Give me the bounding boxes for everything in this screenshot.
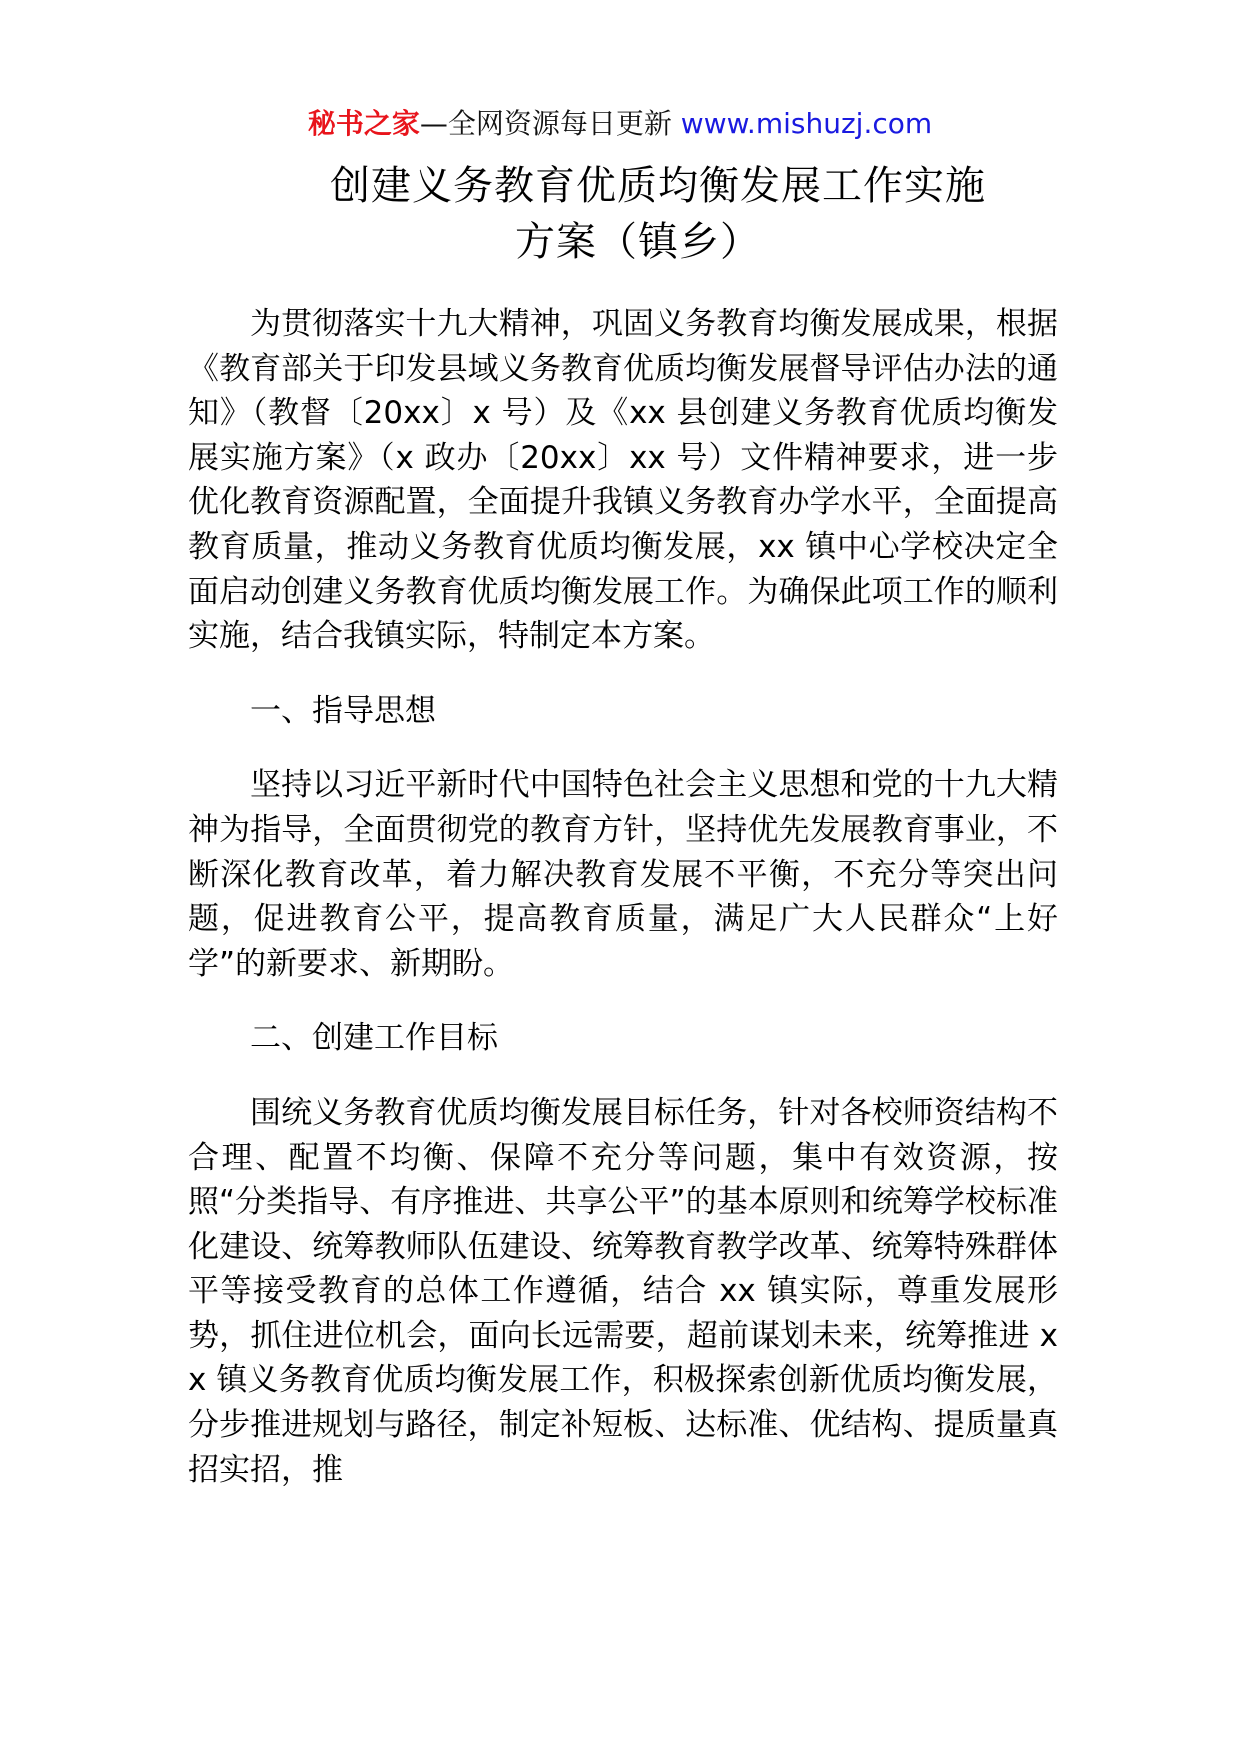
- brand-tagline: —全网资源每日更新: [419, 107, 672, 140]
- title-line-1: 创建义务教育优质均衡发展工作实施: [330, 163, 986, 209]
- section-1-heading: 一、指导思想: [250, 692, 436, 729]
- brand-name: 秘书之家: [307, 107, 420, 140]
- watermark-header: [0, 104, 1240, 144]
- title-line-2: 方案（镇乡）: [515, 219, 761, 265]
- section-2-heading: 二、创建工作目标: [250, 1020, 498, 1057]
- intro-paragraph: 为贯彻落实十九大精神，巩固义务教育均衡发展成果，根据《教育部关于印发县域义务教育优质均衡发展督导评估办法的通知》（教督〔20xx〕x 号）及《xx 县创建义务教育优质均衡发展实施方案》（x 政办〔20xx〕xx 号）文件精神要求，进一步优化教育资源配置，全面提升我镇义务教育办学水平，全面提高教育质量，推动义务教育优质均衡发展，xx 镇中心学校决定全面启动创建义务教育优质均衡发展工作。为确保此项工作的顺利实施，结合我镇实际，特制定本方案。: [188, 306, 1058, 655]
- document-title: [188, 158, 1088, 270]
- section-1-paragraph: 坚持以习近平新时代中国特色社会主义思想和党的十九大精神为指导，全面贯彻党的教育方针，坚持优先发展教育事业，不断深化教育改革，着力解决教育发展不平衡，不充分等突出问题，促进教育公平，提高教育质量，满足广大人民群众“上好学”的新要求、新期盼。: [188, 767, 1058, 982]
- document-body: [188, 302, 1058, 1492]
- section-2-paragraph: 围统义务教育优质均衡发展目标任务，针对各校师资结构不合理、配置不均衡、保障不充分等问题，集中有效资源，按照“分类指导、有序推进、共享公平”的基本原则和统筹学校标准化建设、统筹教师队伍建设、统筹教育教学改革、统筹特殊群体平等接受教育的总体工作遵循，结合 xx 镇实际，尊重发展形势，抓住进位机会，面向长远需要，超前谋划未来，统筹推进 xx 镇义务教育优质均衡发展工作，积极探索创新优质均衡发展，分步推进规划与路径，制定补短板、达标准、优结构、提质量真招实招，推: [188, 1094, 1058, 1488]
- brand-url-link[interactable]: www.mishuzj.com: [680, 107, 933, 140]
